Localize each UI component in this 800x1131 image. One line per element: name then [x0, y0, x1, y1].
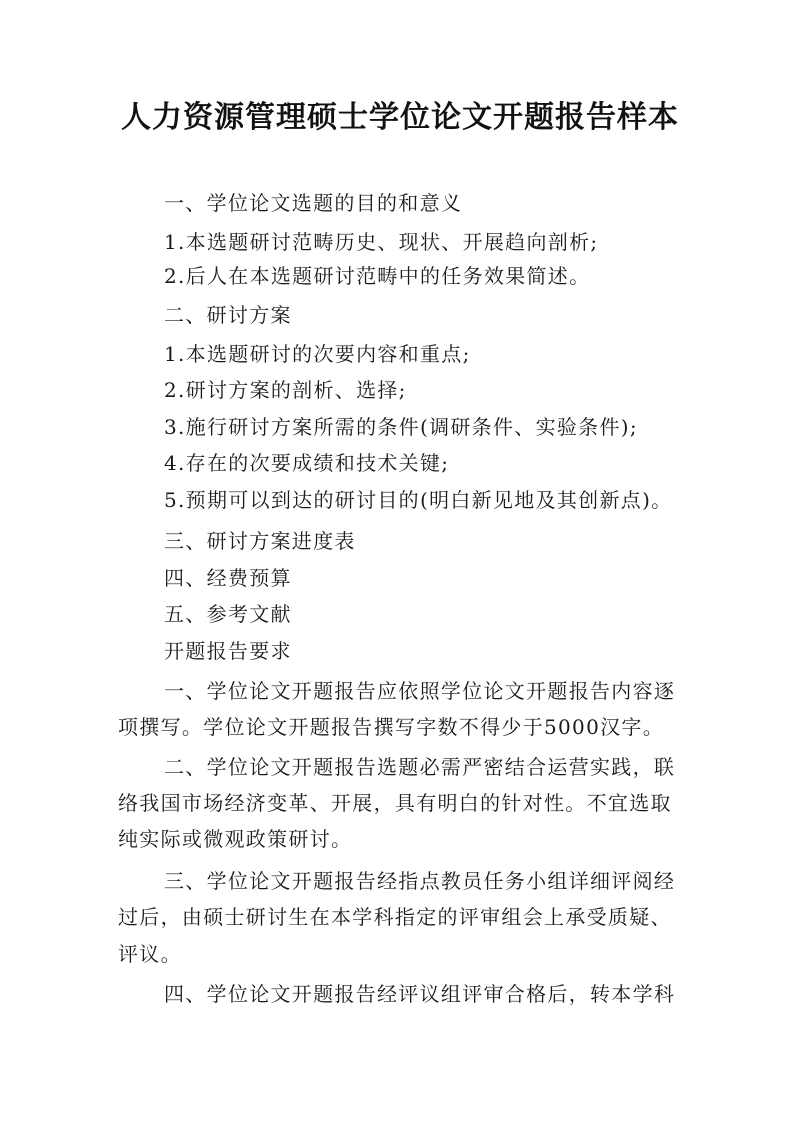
- section-heading-purpose: 一、学位论文选题的目的和意义: [164, 191, 463, 215]
- paragraph-line: 三、学位论文开题报告经指点教员任务小组详细评阅经: [164, 869, 676, 893]
- paragraph-line: 项撰写。学位论文开题报告撰写字数不得少于5000汉字。: [118, 715, 664, 739]
- section-heading-references: 五、参考文献: [164, 602, 292, 626]
- list-item: 4.存在的次要成绩和技术关键;: [164, 451, 450, 475]
- paragraph-line: 纯实际或微观政策研讨。: [118, 827, 353, 851]
- document-title: 人力资源管理硕士学位论文开题报告样本: [121, 100, 679, 135]
- list-item: 2.研讨方案的剖析、选择;: [164, 378, 407, 402]
- list-item: 5.预期可以到达的研讨目的(明白新见地及其创新点)。: [164, 488, 673, 512]
- section-heading-requirements: 开题报告要求: [164, 639, 292, 663]
- paragraph-line: 络我国市场经济变革、开展，具有明白的针对性。不宜选取: [118, 791, 672, 815]
- section-heading-budget: 四、经费预算: [164, 566, 292, 590]
- list-item: 1.本选题研讨的次要内容和重点;: [164, 342, 471, 366]
- list-item: 1.本选题研讨范畴历史、现状、开展趋向剖析;: [164, 230, 599, 254]
- paragraph-line: 一、学位论文开题报告应依照学位论文开题报告内容逐: [164, 679, 676, 703]
- paragraph-line: 过后，由硕士研讨生在本学科指定的评审组会上承受质疑、: [118, 905, 672, 929]
- list-item: 2.后人在本选题研讨范畴中的任务效果简述。: [164, 264, 591, 288]
- paragraph-line: 四、学位论文开题报告经评议组评审合格后，转本学科: [164, 982, 676, 1006]
- list-item: 3.施行研讨方案所需的条件(调研条件、实验条件);: [164, 415, 638, 439]
- paragraph-line: 二、学位论文开题报告选题必需严密结合运营实践，联: [164, 755, 676, 779]
- paragraph-line: 评议。: [118, 942, 182, 966]
- section-heading-schedule: 三、研讨方案进度表: [164, 529, 356, 553]
- section-heading-plan: 二、研讨方案: [164, 303, 292, 327]
